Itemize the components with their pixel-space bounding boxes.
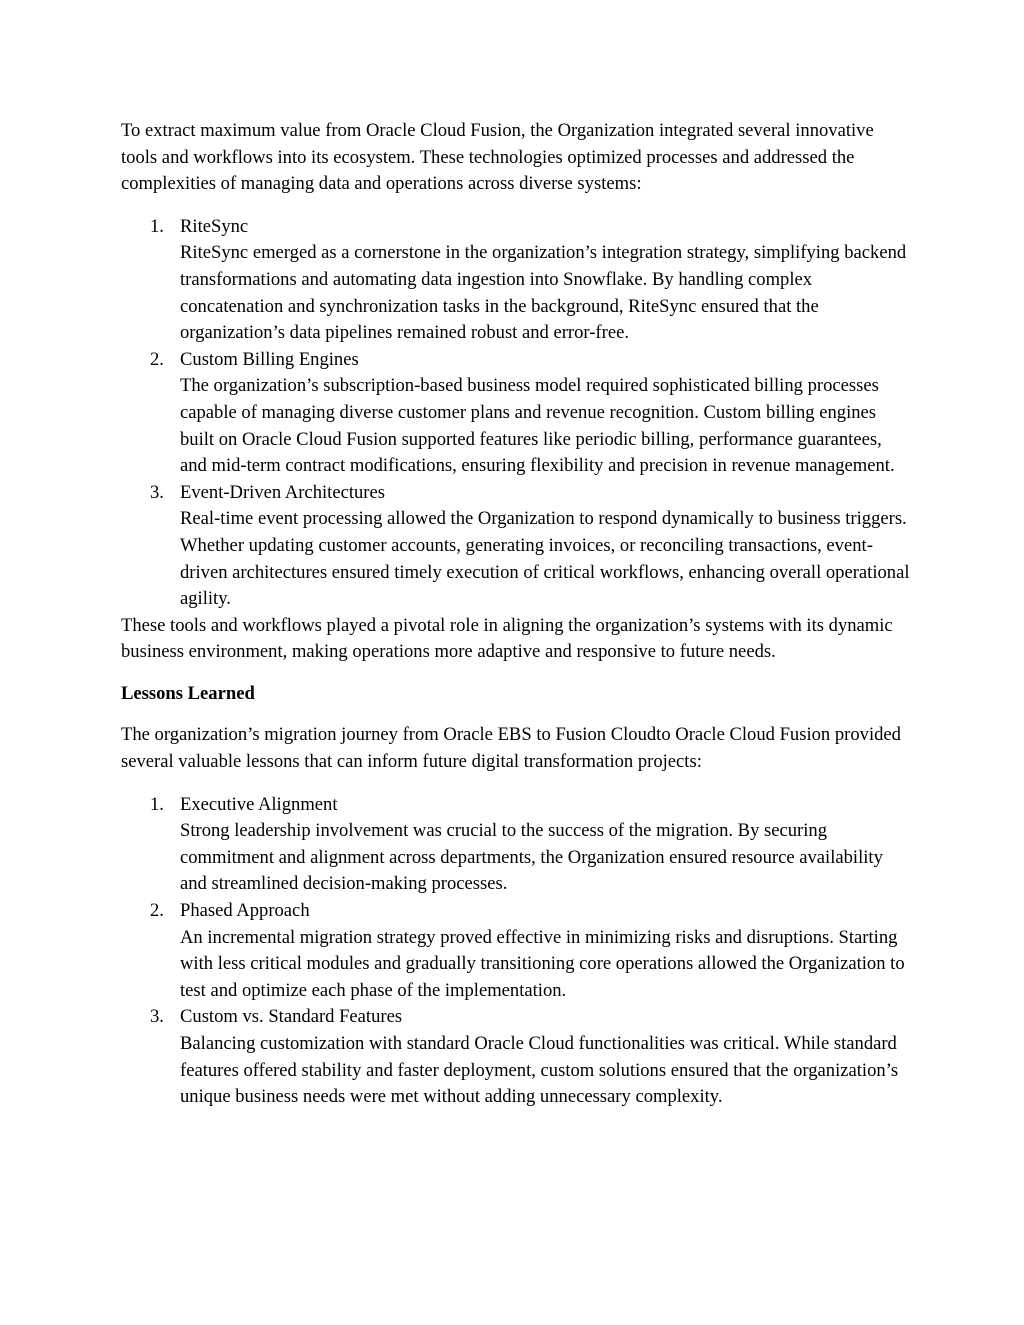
- list-item-number: 1.: [150, 215, 164, 237]
- section-heading: Lessons Learned: [121, 682, 255, 704]
- list-item-number: 1.: [150, 793, 164, 815]
- list-item-body: Strong leadership involvement was crucial to the success of the migration. By securing commitment and alignment across departments, the Organization ensured resource availability and streamlined decision-making processes.: [180, 820, 883, 895]
- list-item-number: 3.: [150, 481, 164, 503]
- list-item: [121, 898, 911, 1004]
- list-item-title: Custom vs. Standard Features: [180, 1006, 403, 1028]
- list-item-number: 2.: [150, 348, 164, 370]
- list-item-title: Custom Billing Engines: [180, 348, 359, 370]
- tools-summary-paragraph: These tools and workflows played a pivotal role in aligning the organization’s systems with its dynamic business environment, making operations more adaptive and responsive to future needs.: [121, 614, 893, 663]
- list-item-body: The organization’s subscription-based business model required sophisticated billing processes capable of managing diverse customer plans and revenue recognition. Custom billing engines built on Oracle Cloud Fusion supported features like periodic billing, performance guarantees, and mid-term contract modifications, ensuring flexibility and precision in revenue management.: [180, 375, 895, 477]
- list-item-title: Phased Approach: [180, 900, 310, 922]
- list-item-body: RiteSync emerged as a cornerstone in the organization’s integration strategy, simplifying backend transformations and automating data ingestion into Snowflake. By handling complex concatenation and synchronization tasks in the background, RiteSync ensured that the organization’s data pipelines remained robust and error-free.: [180, 242, 907, 344]
- list-item-body: Real-time event processing allowed the Organization to respond dynamically to business triggers. Whether updating customer accounts, generating invoices, or reconciling transactions, event-driven architectures ensured timely execution of critical workflows, enhancing overall operational agility.: [180, 508, 910, 610]
- tools-list: [121, 214, 911, 613]
- document-page: [121, 118, 911, 1111]
- list-item: [121, 214, 911, 347]
- list-item-title: Event-Driven Architectures: [180, 481, 385, 503]
- list-item: [121, 480, 911, 613]
- list-item-title: RiteSync: [180, 215, 249, 237]
- list-item: [121, 792, 911, 898]
- list-item-body: Balancing customization with standard Oracle Cloud functionalities was critical. While standard features offered stability and faster deployment, custom solutions ensured that the organization’s unique business needs were met without adding unnecessary complexity.: [180, 1033, 899, 1108]
- list-item: [121, 347, 911, 480]
- list-item-number: 2.: [150, 900, 164, 922]
- list-item-number: 3.: [150, 1006, 164, 1028]
- list-item: [121, 1004, 911, 1110]
- lessons-intro-paragraph: The organization’s migration journey from Oracle EBS to Fusion Cloudto Oracle Cloud Fusion provided several valuable lessons that can inform future digital transformation projects:: [121, 724, 901, 773]
- lessons-list: [121, 792, 911, 1111]
- list-item-title: Executive Alignment: [180, 793, 338, 815]
- list-item-body: An incremental migration strategy proved effective in minimizing risks and disruptions. Starting with less critical modules and gradually transitioning core operations allowed the Organization to test and optimize each phase of the implementation.: [180, 926, 905, 1001]
- intro-paragraph: To extract maximum value from Oracle Cloud Fusion, the Organization integrated several innovative tools and workflows into its ecosystem. These technologies optimized processes and addressed the complexities of managing data and operations across diverse systems:: [121, 120, 874, 195]
